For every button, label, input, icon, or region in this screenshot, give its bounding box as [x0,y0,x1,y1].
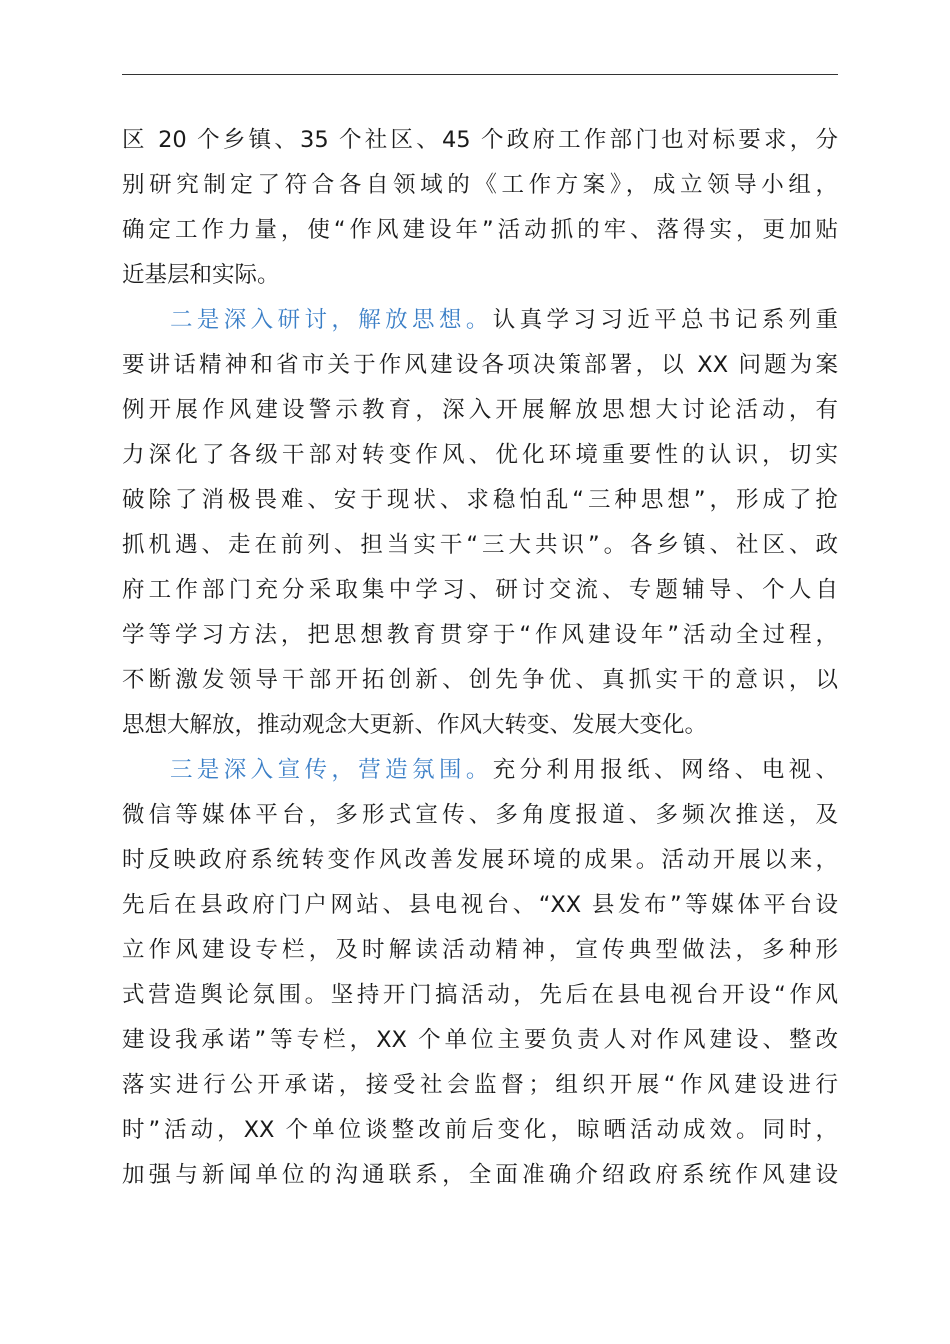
text-line: 近基层和实际。 [122,262,280,288]
section-heading: 三是深入宣传，营造氛围。 [170,757,493,783]
paragraph-first-line [122,748,838,793]
text-line: 立作风建设专栏，及时解读活动精神，宣传典型做法，多种形 [122,937,838,963]
text-line: 不断激发领导干部开拓创新、创先争优、真抓实干的意识，以 [122,667,838,693]
text-line: 要讲话精神和省市关于作风建设各项决策部署，以 XX 问题为案 [122,352,838,378]
text-line: 例开展作风建设警示教育，深入开展解放思想大讨论活动，有 [122,397,838,423]
text-run: 认真学习习近平总书记系列重 [492,307,838,333]
header-rule [122,74,838,75]
text-line: 加强与新闻单位的沟通联系，全面准确介绍政府系统作风建设 [122,1162,838,1188]
text-line: 别研究制定了符合各自领域的《工作方案》，成立领导小组， [122,172,838,198]
text-line: 微信等媒体平台，多形式宣传、多角度报道、多频次推送，及 [122,802,838,828]
text-line: 先后在县政府门户网站、县电视台、“XX 县发布”等媒体平台设 [122,892,838,918]
text-line: 抓机遇、走在前列、担当实干“三大共识”。各乡镇、社区、政 [122,532,838,558]
text-line: 落实进行公开承诺，接受社会监督；组织开展“作风建设进行 [122,1072,838,1098]
text-run: 充分利用报纸、网络、电视、 [492,757,838,783]
paragraph-first-line [122,298,838,343]
paragraph-3 [122,748,838,1198]
text-line: 破除了消极畏难、安于现状、求稳怕乱“三种思想”，形成了抢 [122,487,838,513]
text-line: 区 20 个乡镇、35 个社区、45 个政府工作部门也对标要求，分 [122,127,838,153]
text-line: 建设我承诺”等专栏，XX 个单位主要负责人对作风建设、整改 [122,1027,838,1053]
document-body [122,118,838,1198]
section-heading: 二是深入研讨，解放思想。 [170,307,493,333]
text-line: 府工作部门充分采取集中学习、研讨交流、专题辅导、个人自 [122,577,838,603]
text-line: 时反映政府系统转变作风改善发展环境的成果。活动开展以来， [122,847,838,873]
paragraph-1 [122,118,838,298]
paragraph-2 [122,298,838,748]
text-line: 式营造舆论氛围。坚持开门搞活动，先后在县电视台开设“作风 [122,982,838,1008]
text-line: 思想大解放，推动观念大更新、作风大转变、发展大变化。 [122,712,708,738]
text-line: 学等学习方法，把思想教育贯穿于“作风建设年”活动全过程， [122,622,838,648]
text-line: 确定工作力量，使“作风建设年”活动抓的牢、落得实，更加贴 [122,217,838,243]
text-line: 时”活动，XX 个单位谈整改前后变化，晾晒活动成效。同时， [122,1117,838,1143]
text-line: 力深化了各级干部对转变作风、优化环境重要性的认识，切实 [122,442,838,468]
